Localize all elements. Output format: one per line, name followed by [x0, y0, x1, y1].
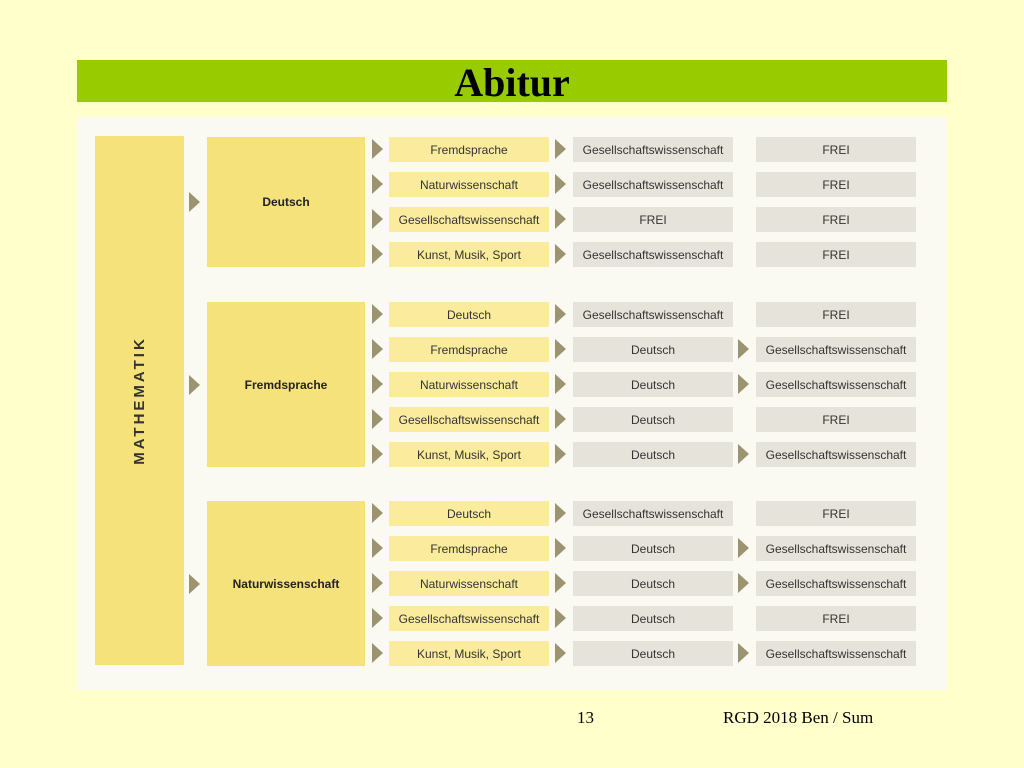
arrow-icon	[738, 374, 749, 394]
arrow-icon	[555, 573, 566, 593]
arrow-icon	[555, 374, 566, 394]
diagram-panel	[77, 117, 947, 690]
option-row	[77, 407, 947, 432]
page-title: Abitur	[454, 60, 570, 105]
option-cell-1: Kunst, Musik, Sport	[389, 442, 549, 467]
option-row	[77, 442, 947, 467]
option-row	[77, 337, 947, 362]
option-cell-1: Gesellschaftswissenschaft	[389, 207, 549, 232]
arrow-icon	[738, 444, 749, 464]
option-cell-3: Gesellschaftswissenschaft	[756, 372, 916, 397]
option-cell-2: Deutsch	[573, 407, 733, 432]
arrow-icon	[738, 538, 749, 558]
group-box: Naturwissenschaft	[207, 501, 365, 666]
option-cell-2: Gesellschaftswissenschaft	[573, 137, 733, 162]
option-cell-2: Deutsch	[573, 372, 733, 397]
arrow-icon	[555, 244, 566, 264]
group-box: Fremdsprache	[207, 302, 365, 467]
arrow-icon	[555, 409, 566, 429]
title-bar	[77, 60, 947, 105]
option-cell-3: FREI	[756, 207, 916, 232]
option-cell-2: Deutsch	[573, 337, 733, 362]
option-cell-1: Gesellschaftswissenschaft	[389, 606, 549, 631]
page-number: 13	[577, 708, 594, 727]
option-cell-2: Deutsch	[573, 536, 733, 561]
option-cell-2: Deutsch	[573, 606, 733, 631]
arrow-icon	[555, 339, 566, 359]
option-cell-2: Gesellschaftswissenschaft	[573, 242, 733, 267]
option-cell-1: Kunst, Musik, Sport	[389, 641, 549, 666]
option-row	[77, 536, 947, 561]
arrow-icon	[555, 643, 566, 663]
option-cell-3: Gesellschaftswissenschaft	[756, 571, 916, 596]
option-cell-1: Kunst, Musik, Sport	[389, 242, 549, 267]
option-cell-2: FREI	[573, 207, 733, 232]
option-cell-3: FREI	[756, 242, 916, 267]
option-cell-2: Deutsch	[573, 571, 733, 596]
arrow-icon	[372, 304, 383, 324]
option-cell-3: FREI	[756, 172, 916, 197]
arrow-icon	[372, 409, 383, 429]
arrow-icon	[555, 608, 566, 628]
option-cell-3: Gesellschaftswissenschaft	[756, 442, 916, 467]
option-cell-2: Deutsch	[573, 641, 733, 666]
option-cell-3: FREI	[756, 137, 916, 162]
arrow-icon	[555, 444, 566, 464]
option-row	[77, 571, 947, 596]
option-row	[77, 207, 947, 232]
arrow-icon	[738, 339, 749, 359]
arrow-icon	[372, 209, 383, 229]
option-cell-3: Gesellschaftswissenschaft	[756, 641, 916, 666]
option-row	[77, 501, 947, 526]
option-cell-3: Gesellschaftswissenschaft	[756, 337, 916, 362]
option-cell-2: Gesellschaftswissenschaft	[573, 172, 733, 197]
option-cell-3: FREI	[756, 302, 916, 327]
arrow-icon	[372, 374, 383, 394]
option-cell-3: FREI	[756, 501, 916, 526]
arrow-icon	[555, 503, 566, 523]
arrow-icon	[372, 503, 383, 523]
arrow-icon	[555, 174, 566, 194]
option-row	[77, 172, 947, 197]
arrow-icon	[555, 139, 566, 159]
option-cell-2: Gesellschaftswissenschaft	[573, 501, 733, 526]
option-cell-1: Fremdsprache	[389, 536, 549, 561]
arrow-icon	[372, 573, 383, 593]
option-cell-3: FREI	[756, 407, 916, 432]
option-row	[77, 242, 947, 267]
option-row	[77, 137, 947, 162]
arrow-icon	[372, 339, 383, 359]
option-cell-1: Naturwissenschaft	[389, 372, 549, 397]
option-cell-1: Deutsch	[389, 302, 549, 327]
option-cell-2: Deutsch	[573, 442, 733, 467]
arrow-icon	[372, 608, 383, 628]
option-row	[77, 641, 947, 666]
option-cell-1: Fremdsprache	[389, 337, 549, 362]
mathematik-label: MATHEMATIK	[131, 336, 148, 465]
option-cell-2: Gesellschaftswissenschaft	[573, 302, 733, 327]
option-cell-1: Gesellschaftswissenschaft	[389, 407, 549, 432]
option-row	[77, 372, 947, 397]
option-cell-1: Fremdsprache	[389, 137, 549, 162]
option-cell-1: Deutsch	[389, 501, 549, 526]
option-row	[77, 302, 947, 327]
arrow-icon	[372, 244, 383, 264]
group-box: Deutsch	[207, 137, 365, 267]
arrow-icon	[738, 643, 749, 663]
arrow-icon	[372, 174, 383, 194]
arrow-icon	[555, 209, 566, 229]
arrow-icon	[372, 139, 383, 159]
arrow-icon	[372, 643, 383, 663]
option-row	[77, 606, 947, 631]
arrow-icon	[738, 573, 749, 593]
arrow-icon	[372, 444, 383, 464]
option-cell-3: Gesellschaftswissenschaft	[756, 536, 916, 561]
option-cell-3: FREI	[756, 606, 916, 631]
arrow-icon	[555, 304, 566, 324]
option-cell-1: Naturwissenschaft	[389, 571, 549, 596]
arrow-icon	[555, 538, 566, 558]
footer-credit: RGD 2018 Ben / Sum	[723, 708, 874, 727]
option-cell-1: Naturwissenschaft	[389, 172, 549, 197]
arrow-icon	[372, 538, 383, 558]
